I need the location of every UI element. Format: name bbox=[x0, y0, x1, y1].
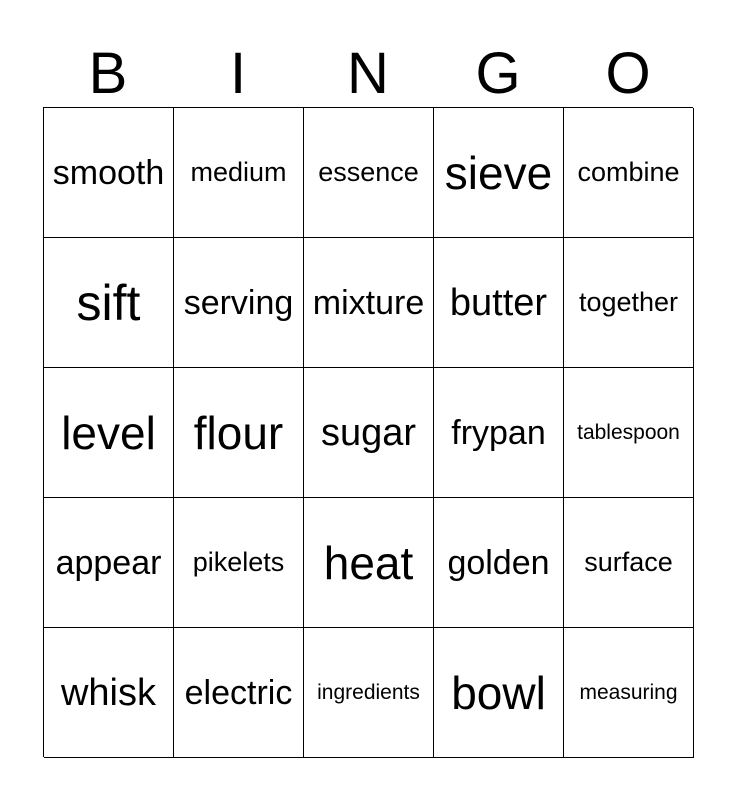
bingo-cell[interactable]: level bbox=[44, 368, 174, 498]
bingo-cell[interactable]: pikelets bbox=[174, 498, 304, 628]
bingo-cell[interactable]: golden bbox=[434, 498, 564, 628]
bingo-cell[interactable]: electric bbox=[174, 628, 304, 758]
bingo-cell[interactable]: medium bbox=[174, 108, 304, 238]
bingo-cell[interactable]: bowl bbox=[434, 628, 564, 758]
bingo-cell[interactable]: butter bbox=[434, 238, 564, 368]
bingo-cell[interactable]: measuring bbox=[564, 628, 694, 758]
bingo-header bbox=[43, 40, 693, 108]
bingo-cell[interactable]: heat bbox=[304, 498, 434, 628]
bingo-cell[interactable]: smooth bbox=[44, 108, 174, 238]
bingo-cell[interactable]: tablespoon bbox=[564, 368, 694, 498]
bingo-cell[interactable]: ingredients bbox=[304, 628, 434, 758]
bingo-cell[interactable]: appear bbox=[44, 498, 174, 628]
bingo-cell[interactable]: sieve bbox=[434, 108, 564, 238]
header-letter-n: N bbox=[347, 41, 389, 106]
bingo-cell[interactable]: combine bbox=[564, 108, 694, 238]
header-letter-g: G bbox=[475, 41, 521, 106]
bingo-cell[interactable]: flour bbox=[174, 368, 304, 498]
bingo-cell[interactable]: whisk bbox=[44, 628, 174, 758]
bingo-cell[interactable]: frypan bbox=[434, 368, 564, 498]
bingo-cell[interactable]: mixture bbox=[304, 238, 434, 368]
header-letter-o: O bbox=[605, 41, 651, 106]
header-letter-b: B bbox=[88, 41, 128, 106]
bingo-cell[interactable]: sift bbox=[44, 238, 174, 368]
bingo-board bbox=[43, 107, 693, 757]
bingo-cell[interactable]: serving bbox=[174, 238, 304, 368]
bingo-cell[interactable]: essence bbox=[304, 108, 434, 238]
bingo-cell[interactable]: sugar bbox=[304, 368, 434, 498]
bingo-cell[interactable]: together bbox=[564, 238, 694, 368]
header-letter-i: I bbox=[229, 41, 247, 106]
bingo-cell[interactable]: surface bbox=[564, 498, 694, 628]
